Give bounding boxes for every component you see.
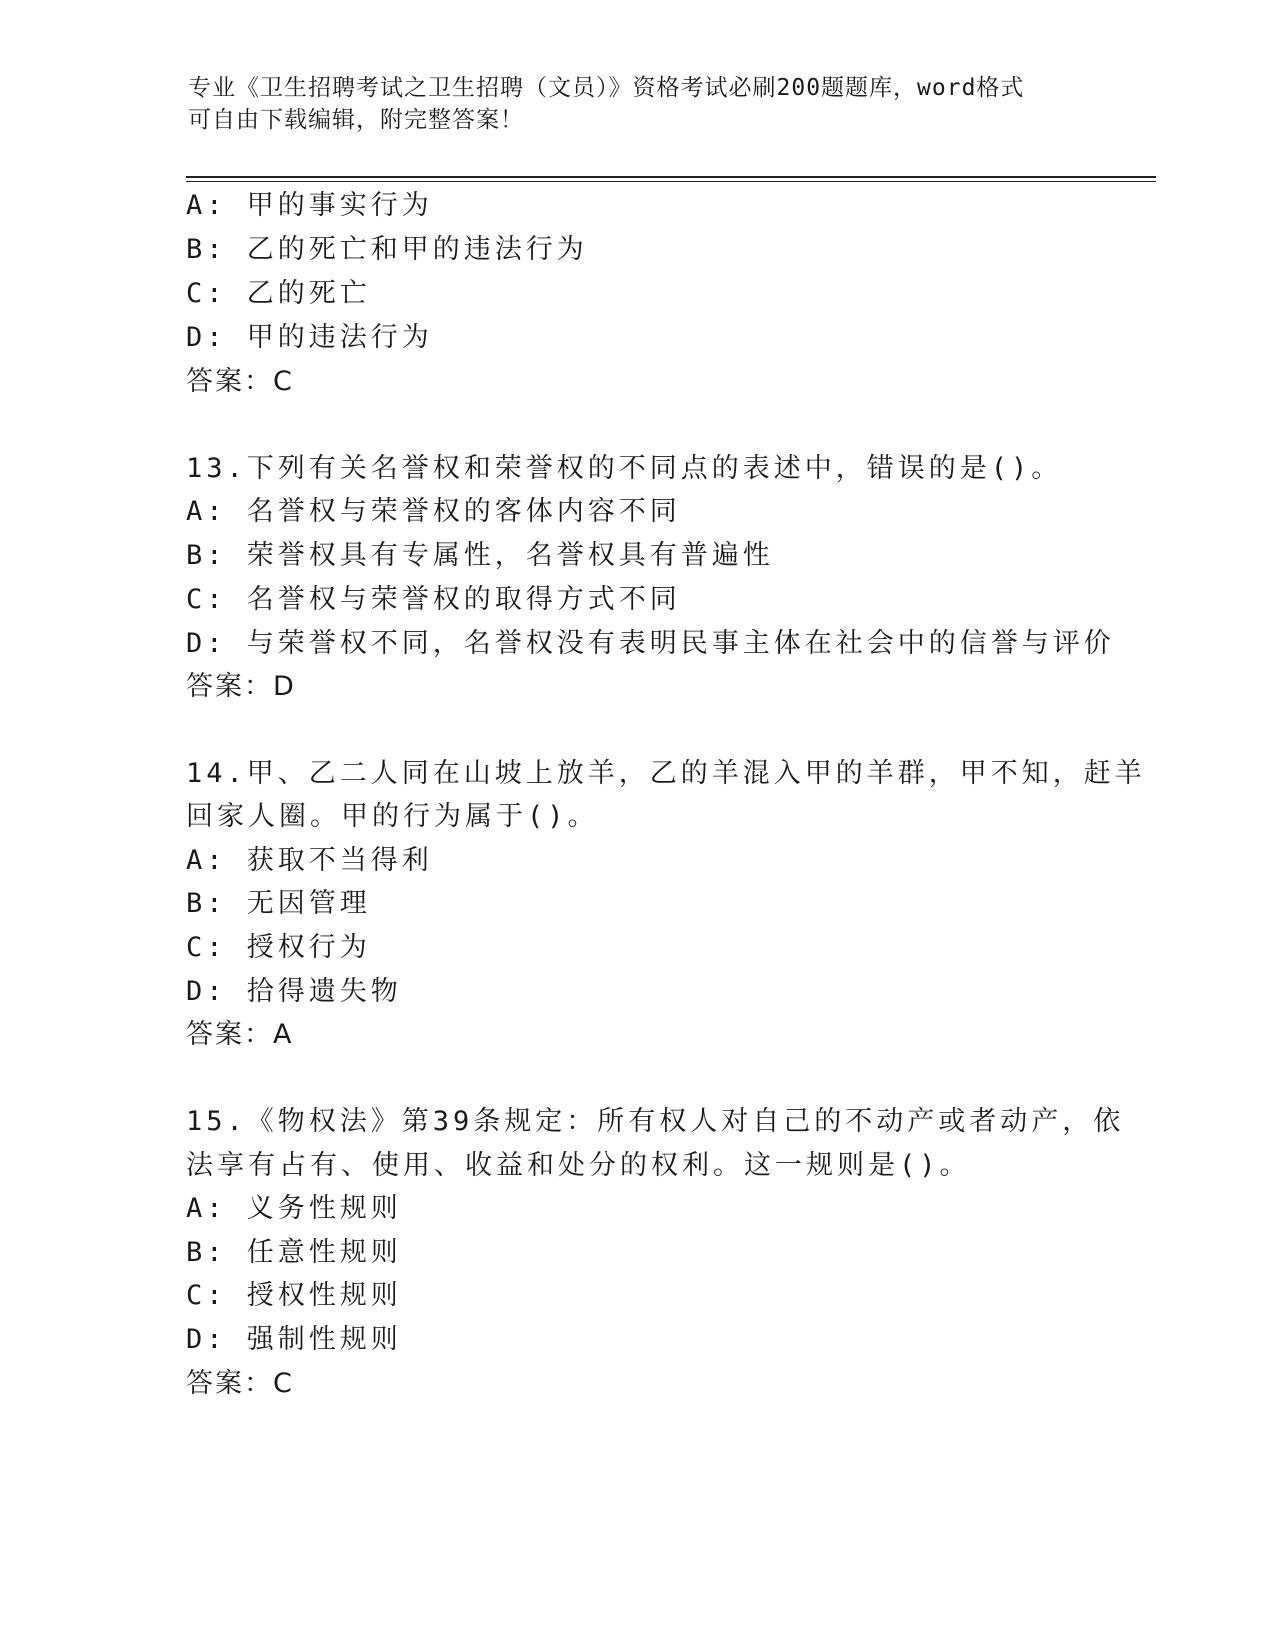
header-line-1: 专业《卫生招聘考试之卫生招聘（文员）》资格考试必刷200题题库，word格式 (188, 75, 1025, 101)
header-divider (186, 176, 1156, 178)
q15-option-b: B: 任意性规则 (186, 1237, 402, 1268)
q15-option-c: C: 授权性规则 (186, 1280, 402, 1311)
document-header (188, 72, 1068, 136)
q13-option-a: A: 名誉权与荣誉权的客体内容不同 (186, 496, 681, 527)
q15-option-d: D: 强制性规则 (186, 1324, 402, 1355)
q15-stem-line-2: 法享有占有、使用、收益和处分的权利。这一规则是()。 (186, 1150, 971, 1181)
q15-option-a: A: 义务性规则 (186, 1193, 402, 1224)
q14-stem-line-1: 14.甲、乙二人同在山坡上放羊，乙的羊混入甲的羊群，甲不知，赶羊 (186, 758, 1146, 789)
q14-option-b: B: 无因管理 (186, 888, 371, 919)
q13-option-d: D: 与荣誉权不同，名誉权没有表明民事主体在社会中的信誉与评价 (186, 628, 1115, 659)
q12-option-b: B: 乙的死亡和甲的违法行为 (186, 234, 588, 265)
q14-option-a: A: 获取不当得利 (186, 845, 433, 876)
q13-option-b: B: 荣誉权具有专属性，名誉权具有普遍性 (186, 540, 774, 571)
q13-option-c: C: 名誉权与荣誉权的取得方式不同 (186, 584, 681, 615)
q13-answer: 答案：D (186, 671, 296, 702)
q15-stem-line-1: 15.《物权法》第39条规定：所有权人对自己的不动产或者动产，依 (186, 1106, 1125, 1137)
q12-option-a: A: 甲的事实行为 (186, 190, 433, 221)
header-divider-thin (186, 181, 1156, 182)
q12-option-d: D: 甲的违法行为 (186, 322, 433, 353)
q14-answer: 答案：A (186, 1019, 294, 1050)
q14-option-c: C: 授权行为 (186, 932, 371, 963)
q15-answer: 答案：C (186, 1368, 294, 1399)
q12-option-c: C: 乙的死亡 (186, 278, 371, 309)
header-line-2: 可自由下载编辑，附完整答案！ (188, 107, 524, 133)
q12-answer: 答案：C (186, 366, 294, 397)
q14-option-d: D: 拾得遗失物 (186, 976, 402, 1007)
q13-stem-line-1: 13.下列有关名誉权和荣誉权的不同点的表述中，错误的是()。 (186, 453, 1063, 484)
q14-stem-line-2: 回家人圈。甲的行为属于()。 (186, 801, 599, 832)
